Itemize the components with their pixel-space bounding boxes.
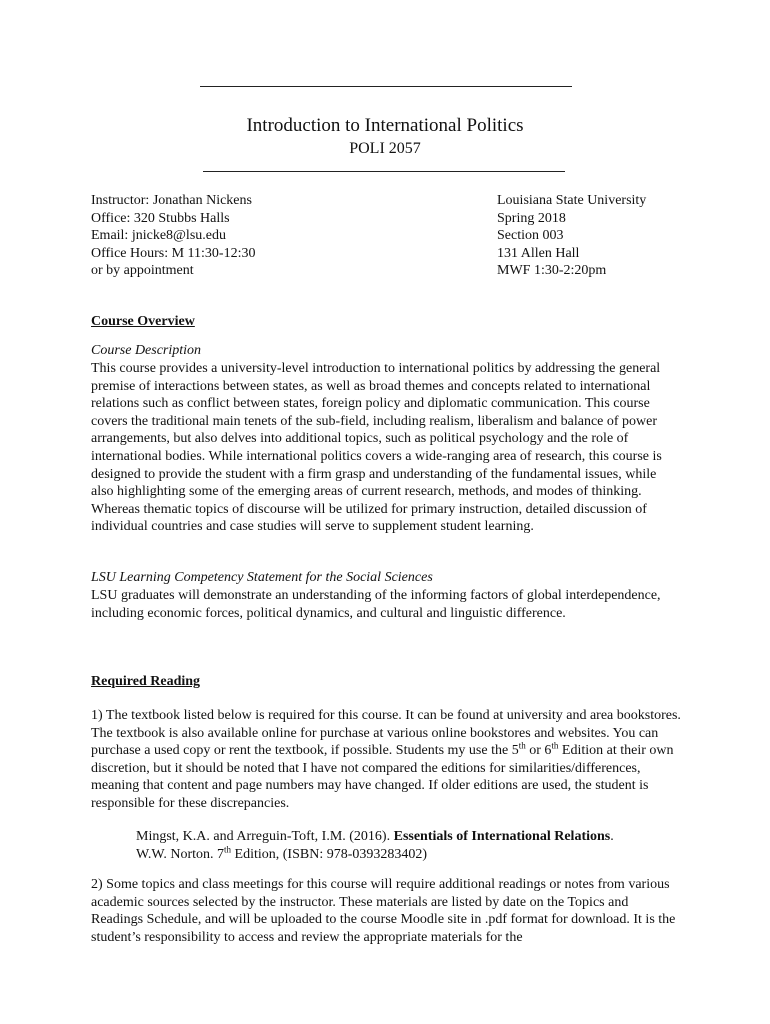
competency-label: LSU Learning Competency Statement for the Social Sciences [91,570,433,585]
university-name: Louisiana State University [497,193,647,208]
citation-line-1 [136,828,676,846]
room: 131 Allen Hall [497,245,580,261]
title-rule [203,171,565,172]
reading-p1-text-a: 1) The textbook listed below is required for this course. It can be found at university and area bookstores. The textbook is also available online for purchase at various online bookstores and websites. You can purchase a used copy or rent the textbook, if possible. Students my use the 5 [91,708,681,759]
course-code: POLI 2057 [349,140,421,157]
citation-publisher: W.W. Norton. 7 [136,847,225,862]
reading-paragraph-1 [91,707,681,813]
course-overview-heading: Course Overview [91,314,195,329]
reading-p1-text-b: or 6 [525,743,552,759]
reading-paragraph-2: 2) Some topics and class meetings for this course will require additional readings or notes from various academic sources selected by the instructor. These materials are listed by date on the Topics and Readings Schedule, and will be uploaded to the course Moodle site in .pdf format for download. It is the student’s responsibility to access and review the appropriate materials for the [91,877,676,945]
reading-p1-sup-b: th [551,740,559,751]
citation-period: . [610,829,614,844]
required-reading-heading: Required Reading [91,674,201,689]
instructor-info [91,192,255,280]
course-title: Introduction to International Politics [246,115,524,136]
course-description-text: This course provides a university-level introduction to international politics by addressing the general premise of interactions between states, as well as broad themes and concepts related to international relations such as conflict between states, foreign policy and diplomatic communication. This course covers the traditional main tenets of the sub-field, including realism, liberalism and balance of power arrangements, but also delves into additional topics, such as political psychology and the role of international bodies. While international politics covers a wide-ranging area of research, this course is designed to provide the student with a firm grasp and understanding of the fundamental issues, while also highlighting some of the emerging areas of current research, methods, and modes of thinking. Whereas thematic topics of discourse will be utilized for primary instruction, detailed discussion of individual countries and case studies will serve to supplement student learning. [91,361,662,535]
instructor-name: Instructor: Jonathan Nickens [91,193,252,208]
reading-p1-sup-a: th [518,740,526,751]
instructor-office-hours: Office Hours: M 11:30-12:30 [91,245,256,261]
instructor-email: Email: jnicke8@lsu.edu [91,228,226,244]
reading-p1-text-c: Edition at their own discretion, but it should be noted that I have not compared the editions for similarities/differences, meaning that content and page numbers may have changed. If older editions are used, the student is responsible for these discrepancies. [91,743,674,811]
textbook-citation [136,828,676,864]
semester: Spring 2018 [497,210,566,226]
top-rule [200,86,572,87]
instructor-office: Office: 320 Stubbs Halls [91,210,230,226]
course-description-label: Course Description [91,343,202,358]
citation-line-2 [136,846,676,864]
course-info [497,192,646,280]
citation-title: Essentials of International Relations [393,829,611,844]
citation-sup: th [224,844,232,855]
section: Section 003 [497,228,564,244]
meeting-time: MWF 1:30-2:20pm [497,263,607,279]
instructor-appointment: or by appointment [91,263,194,279]
citation-edition: Edition, (ISBN: 978-0393283402) [231,847,428,862]
competency-text: LSU graduates will demonstrate an understanding of the informing factors of global interdependence, including economic forces, political dynamics, and cultural and linguistic difference. [91,588,661,621]
citation-authors: Mingst, K.A. and Arreguin-Toft, I.M. (2016). [136,829,394,844]
